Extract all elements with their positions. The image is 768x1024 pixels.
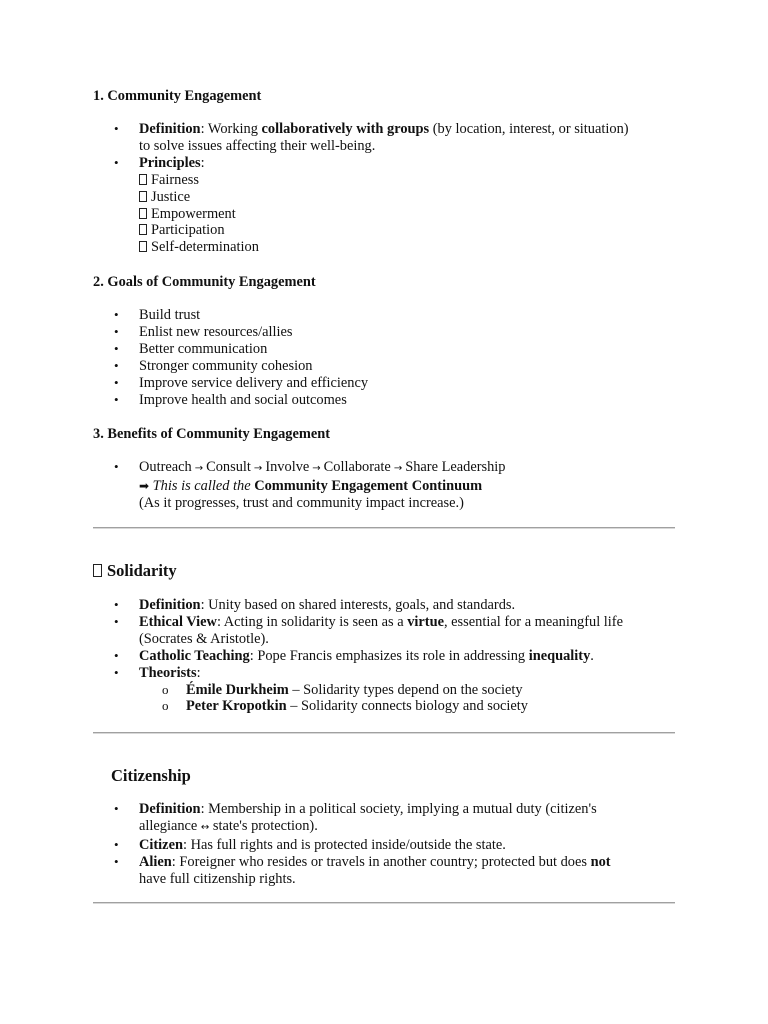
continuum-callout [139,478,675,495]
checkbox-glyph-icon [139,191,147,202]
section-heading-goals: 2. Goals of Community Engagement [93,274,316,290]
item-label: Theorists [139,664,197,681]
list-item: • Build trust [93,307,675,324]
list-item-alien [93,854,675,888]
item-text: : Unity based on shared interests, goals, and standards. [200,597,516,613]
principle-item [139,206,675,223]
arrow-right-icon: → [393,463,403,474]
principle-item [139,172,675,189]
item-text: . [590,647,594,664]
continuum-step: Outreach [139,459,192,475]
definition-label: Definition [139,121,201,137]
item-text: state's protection). [209,817,318,834]
horizontal-divider [93,902,675,904]
checkbox-glyph-icon [139,208,147,219]
principle-label: Fairness [151,171,199,188]
item-text: : Foreigner who resides or travels in another country; protected but does [171,853,591,870]
arrow-right-icon: → [194,463,204,474]
item-label: Definition [139,597,201,613]
theorist-desc: – Solidarity types depend on the society [288,681,523,698]
continuum-note: (As it progresses, trust and community impact increase.) [139,494,464,511]
theorist-name: Peter Kropotkin [186,698,287,715]
citizenship-list [93,801,675,888]
list-item: • Enlist new resources/allies [93,324,675,341]
item-text: : Pope Francis emphasizes its role in addressing [249,647,529,664]
callout-bold: Community Engagement Continuum [254,477,483,494]
horizontal-divider [93,732,675,734]
principle-label: Self-determination [151,239,259,256]
checkbox-glyph-icon [139,241,147,252]
definition-text: : Working [200,121,262,137]
continuum-steps [139,459,675,478]
list-item-definition [93,121,675,155]
continuum-step: Collaborate [323,459,391,475]
principles-label: Principles [139,154,201,171]
principle-item [139,189,675,206]
arrow-right-icon: → [312,463,321,474]
community-engagement-list [93,121,675,256]
item-text: : Acting in solidarity is seen as a [216,613,408,630]
principle-label: Empowerment [151,205,236,222]
list-item: • Improve service delivery and efficiency [93,375,675,392]
list-item-theorists [93,665,675,716]
continuum-step: Involve [265,459,310,475]
theorists-sublist [139,682,675,716]
item-emphasis: not [590,853,611,870]
solidarity-list [93,597,675,715]
section-heading-solidarity [93,561,177,581]
list-item-definition [93,801,675,837]
item-label: Definition [139,801,201,817]
sublist-item [139,698,675,715]
list-item: • Better communication [93,341,675,358]
item-label: Ethical View [139,613,217,630]
list-item-definition [93,597,675,614]
item-sep: : [196,664,201,681]
item-text-continued: have full citizenship rights. [139,870,296,887]
theorist-name: Émile Durkheim [186,681,289,698]
definition-text-continued: to solve issues affecting their well-being. [139,137,376,154]
list-item-ethical-view [93,614,675,648]
goals-list [93,307,675,408]
checkbox-glyph-icon [139,174,147,185]
callout-italic: This is called the [152,477,255,494]
section-heading-benefits: 3. Benefits of Community Engagement [93,426,331,442]
principle-item [139,239,675,256]
list-item: • Stronger community cohesion [93,358,675,375]
list-item-continuum [93,459,675,512]
item-emphasis: inequality [528,647,591,664]
list-item-catholic-teaching [93,648,675,665]
definition-emphasis: collaboratively with groups [261,121,430,137]
arrow-right-icon: → [253,463,263,474]
item-text: , essential for a meaningful life [443,613,623,630]
item-text: : Membership in a political society, implying a mutual duty (citizen's [200,801,597,817]
arrow-left-right-icon: ↔ [200,821,210,833]
principles-sep: : [200,154,205,171]
item-label: Catholic Teaching [139,647,250,664]
benefits-list [93,459,675,512]
theorist-desc: – Solidarity connects biology and society [286,698,528,715]
definition-text: (by location, interest, or situation) [429,121,629,137]
list-item-principles [93,155,675,256]
box-glyph-icon [93,564,102,577]
principle-label: Participation [151,222,225,239]
item-label: Citizen [139,836,183,853]
principle-label: Justice [151,188,191,205]
item-emphasis: virtue [407,613,444,630]
continuum-step: Share Leadership [405,459,506,475]
item-label: Alien [139,853,172,870]
principle-item [139,222,675,239]
sublist-item [139,682,675,699]
list-item-citizen [93,837,675,854]
checkbox-glyph-icon [139,224,147,235]
item-text: : Has full rights and is protected inside/outside the state. [182,836,506,853]
item-text: allegiance [139,817,201,834]
continuum-step: Consult [206,459,251,475]
item-text-continued: (Socrates & Aristotle). [139,630,269,647]
solidarity-title: Solidarity [107,561,177,580]
section-heading-community-engagement: 1. Community Engagement [93,88,262,104]
arrow-callout-icon: ➡ [139,478,150,493]
horizontal-divider [93,527,675,529]
section-heading-citizenship: Citizenship [111,766,191,785]
list-item: • Improve health and social outcomes [93,392,675,409]
